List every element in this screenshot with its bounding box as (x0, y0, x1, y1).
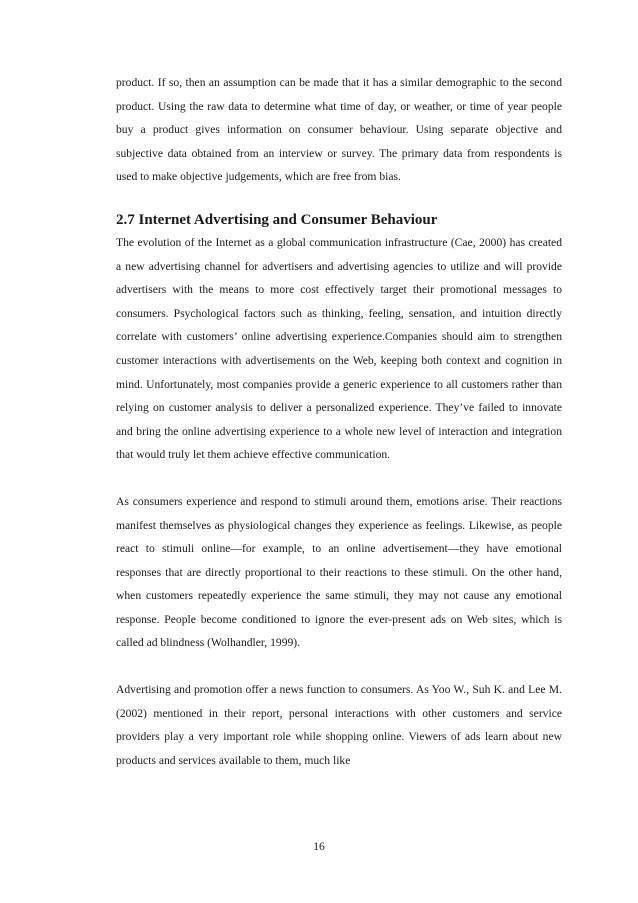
section-heading: 2.7 Internet Advertising and Consumer Behaviour (116, 211, 438, 228)
page-body (116, 71, 562, 772)
paragraph-consumer-emotions: As consumers experience and respond to stimuli around them, emotions arise. Their reactions manifest themselves as physiological changes they experience as feelings. Likewise, as people react to stimuli online—for example, to an online advertisement—they have emotional responses that are directly proportional to their reactions to these stimuli. On the other hand, when customers repeatedly experience the same stimuli, they may not cause any emotional response. People become conditioned to ignore the ever-present ads on Web sites, which is called ad blindness (Wolhandler, 1999). (116, 494, 562, 650)
paragraph-continued: product. If so, then an assumption can be made that it has a similar demographic to the second product. Using the raw data to determine what time of day, or weather, or time of year people buy a product gives information on consumer behaviour. Using separate objective and subjective data obtained from an interview or survey. The primary data from respondents is used to make objective judgements, which are free from bias. (116, 76, 562, 184)
paragraph-internet-evolution: The evolution of the Internet as a global communication infrastructure (Cae, 2000) has created a new advertising channel for advertisers and advertising agencies to utilize and will provide advertisers with the means to more cost effectively target their promotional messages to consumers. Psychological factors such as thinking, feeling, sensation, and intuition directly correlate with customers’ online advertising experience.Companies should aim to strengthen customer interactions with advertisements on the Web, keeping both context and cognition in mind. Unfortunately, most companies provide a generic experience to all customers rather than relying on customer analysis to deliver a personalized experience. They’ve failed to innovate and bring the online advertising experience to a whole new level of interaction and integration that would truly let them achieve effective communication. (116, 235, 562, 462)
paragraph-advertising-promotion: Advertising and promotion offer a news function to consumers. As Yoo W., Suh K. and Lee M. (2002) mentioned in their report, personal interactions with other customers and service providers play a very important role while shopping online. Viewers of ads learn about new products and services available to them, much like (116, 683, 562, 767)
page-number: 16 (313, 840, 325, 853)
